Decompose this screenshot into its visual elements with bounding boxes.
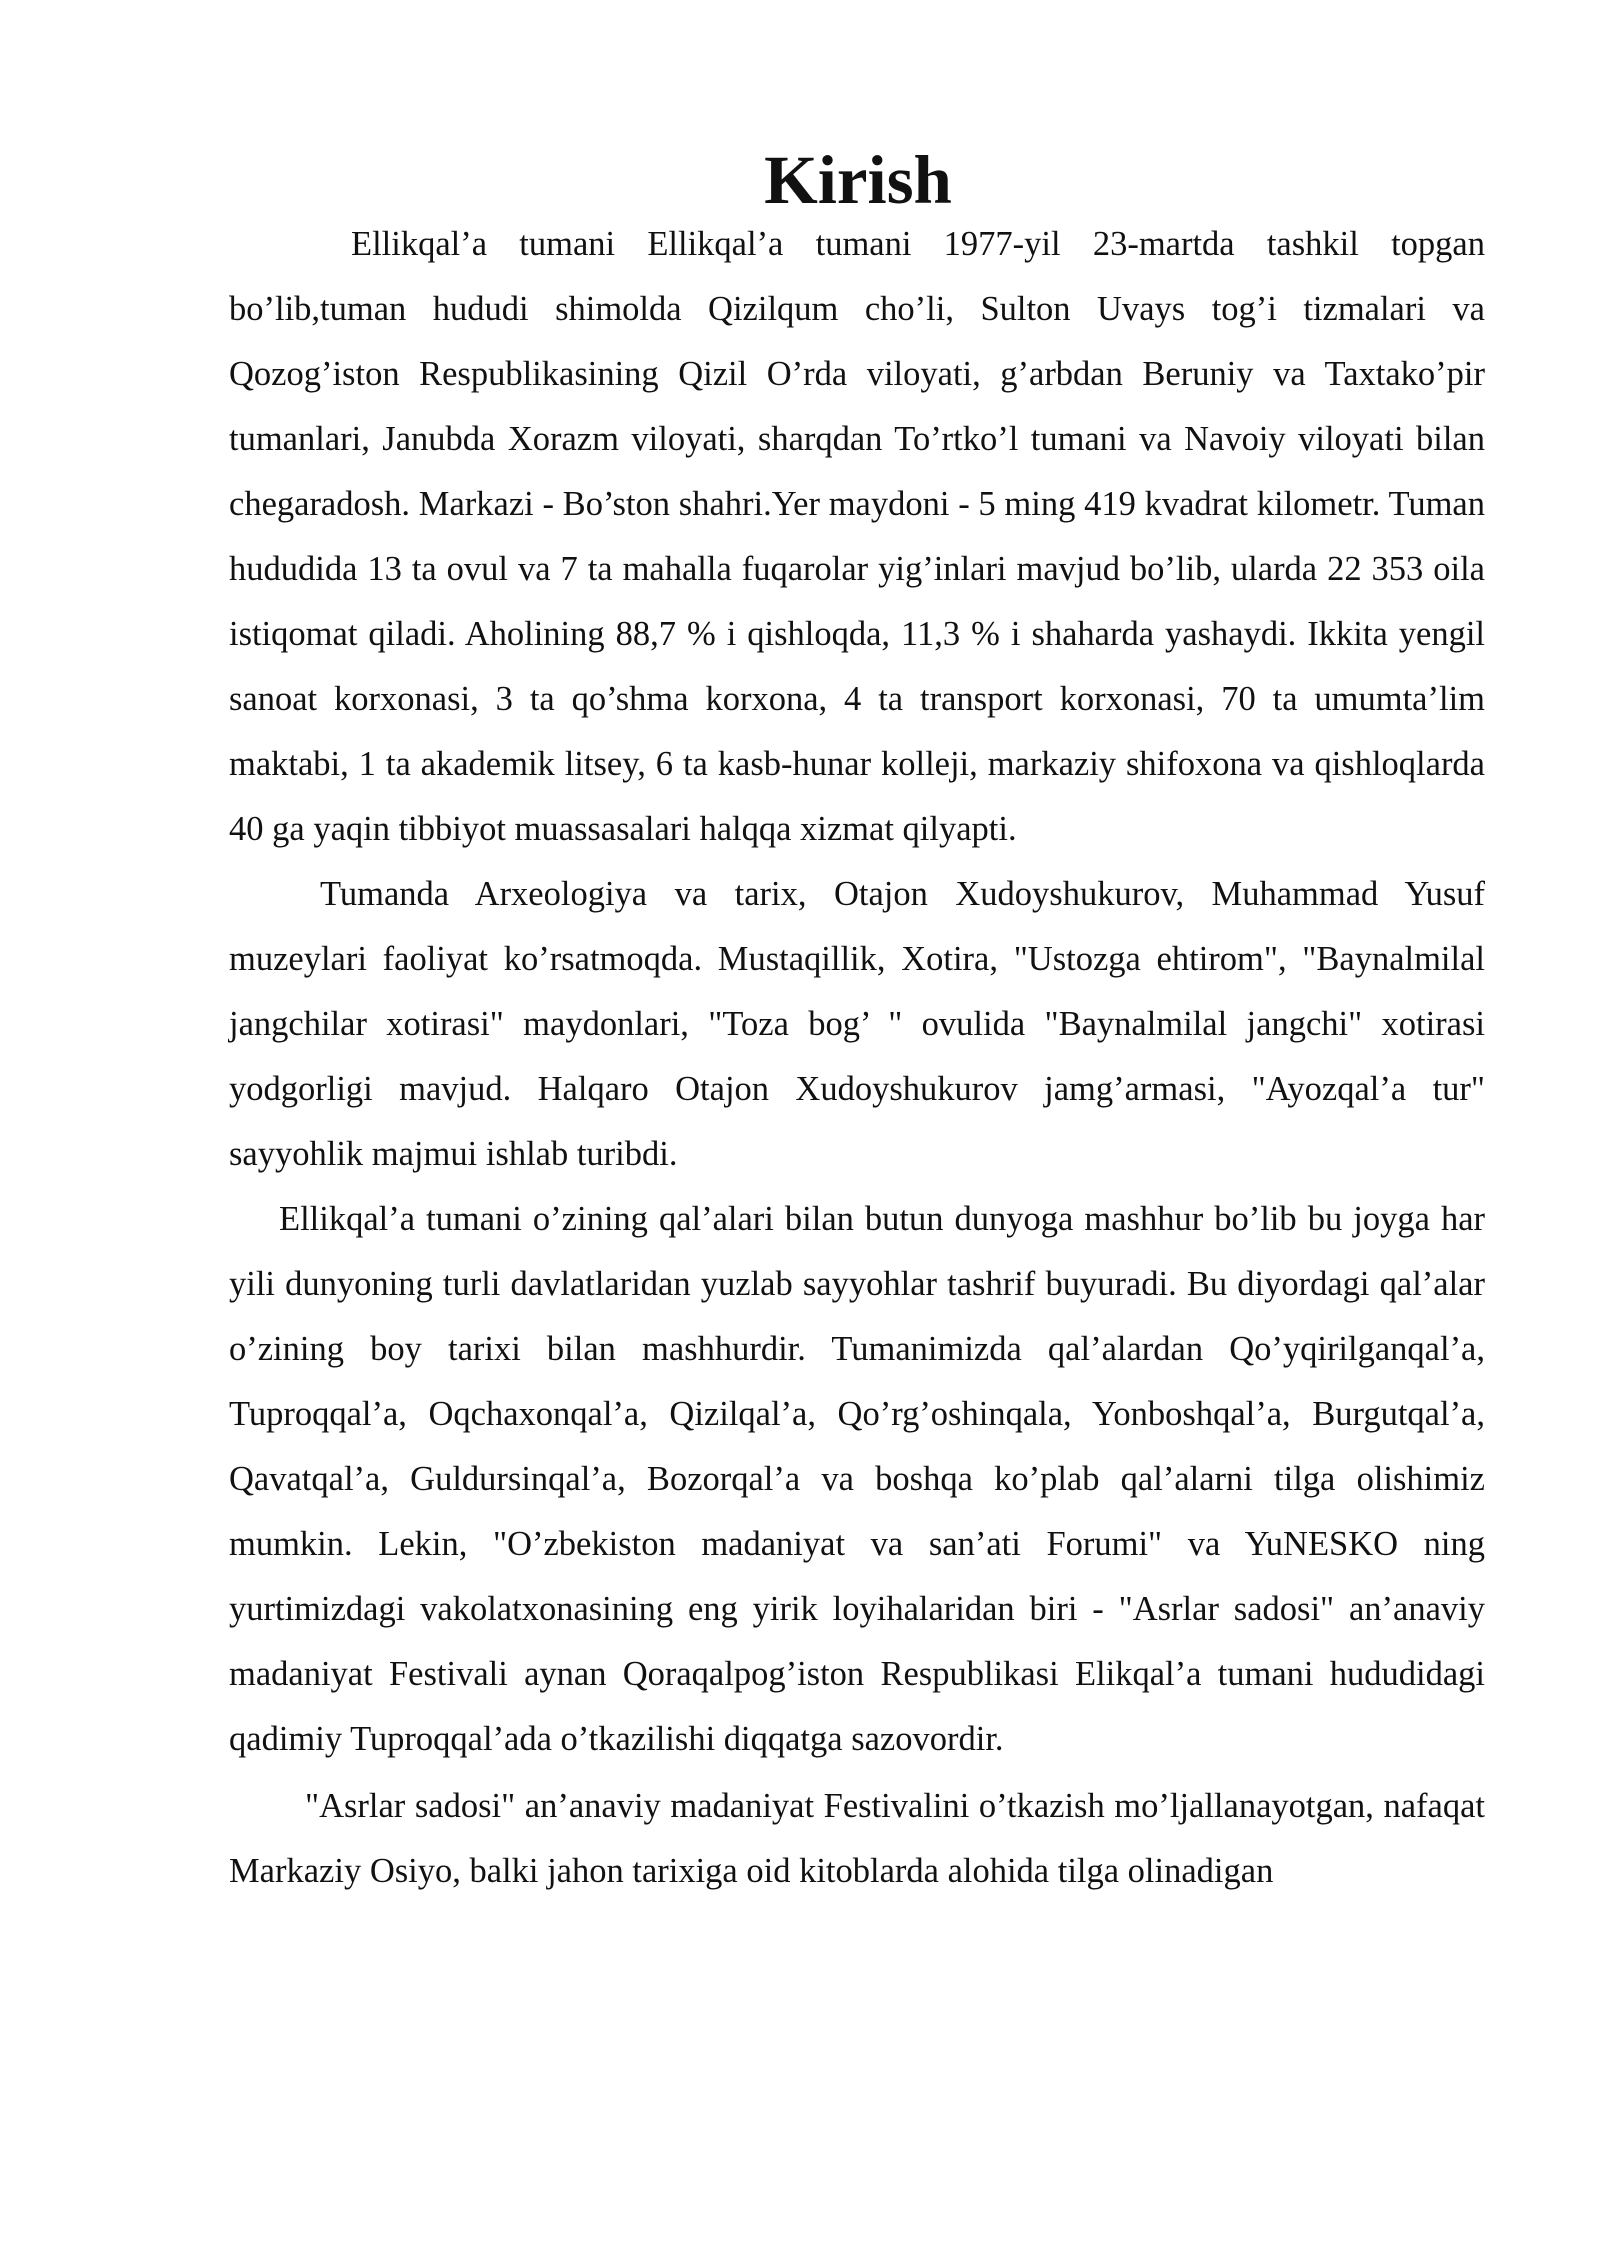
document-title: Kirish — [764, 142, 952, 218]
paragraph-fortresses: Ellikqal’a tumani o’zining qal’alari bilan butun dunyoga mashhur bo’lib bu joyga har yili dunyoning turli davlatlaridan yuzlab sayyohlar tashrif buyuradi. Bu diyordagi qal’alar o’zining boy tarixi bilan mashhurdir. Tumanimizda qal’alardan Qo’yqirilganqal’a, Tuproqqal’a, Oqchaxonqal’a, Qizilqal’a, Qo’rg’oshinqala, Yonboshqal’a, Burgutqal’a, Qavatqal’a, Guldursinqal’a, Bozorqal’a va boshqa ko’plab qal’alarni tilga olishimiz mumkin. Lekin, "O’zbekiston madaniyat va san’ati Forumi" va YuNESKO ning yurtimizdagi vakolatxonasining eng yirik loyihalaridan biri - "Asrlar sadosi" an’anaviy madaniyat Festivali aynan Qoraqalpog’iston Respublikasi Elikqal’a tumani hududidagi qadimiy Tuproqqal’ada o’tkazilishi diqqatga sazovordir. — [229, 1200, 1485, 1758]
document-body — [229, 142, 1485, 1904]
paragraph-intro: Ellikqal’a tumani Ellikqal’a tumani 1977-yil 23-martda tashkil topgan bo’lib,tuman hududi shimolda Qizilqum cho’li, Sulton Uvays tog’i tizmalari va Qozog’iston Respublikasining Qizil O’rda viloyati, g’arbdan Beruniy va Taxtako’pir tumanlari, Janubda Xorazm viloyati, sharqdan To’rtko’l tumani va Navoiy viloyati bilan chegaradosh. Markazi - Bo’ston shahri.Yer maydoni - 5 ming 419 kvadrat kilometr. Tuman hududida 13 ta ovul va 7 ta mahalla fuqarolar yig’inlari mavjud bo’lib, ularda 22 353 oila istiqomat qiladi. Aholining 88,7 % i qishloqda, 11,3 % i shaharda yashaydi. Ikkita yengil sanoat korxonasi, 3 ta qo’shma korxona, 4 ta transport korxonasi, 70 ta umumta’lim maktabi, 1 ta akademik litsey, 6 ta kasb-hunar kolleji, markaziy shifoxona va qishloqlarda 40 ga yaqin tibbiyot muassasalari halqqa xizmat qilyapti. — [229, 225, 1485, 848]
paragraph-museums: Tumanda Arxeologiya va tarix, Otajon Xudoyshukurov, Muhammad Yusuf muzeylari faoliyat ko’rsatmoqda. Mustaqillik, Xotira, "Ustozga ehtirom", "Baynalmilal jangchilar xotirasi" maydonlari, "Toza bog’ " ovulida "Baynalmilal jangchi" xotirasi yodgorligi mavjud. Halqaro Otajon Xudoyshukurov jamg’armasi, "Ayozqal’a tur" sayyohlik majmui ishlab turibdi. — [229, 875, 1485, 1173]
paragraph-festival: "Asrlar sadosi" an’anaviy madaniyat Festivalini o’tkazish mo’ljallanayotgan, nafaqat Markaziy Osiyo, balki jahon tarixiga oid kitoblarda alohida tilga olinadigan — [229, 1787, 1485, 1890]
